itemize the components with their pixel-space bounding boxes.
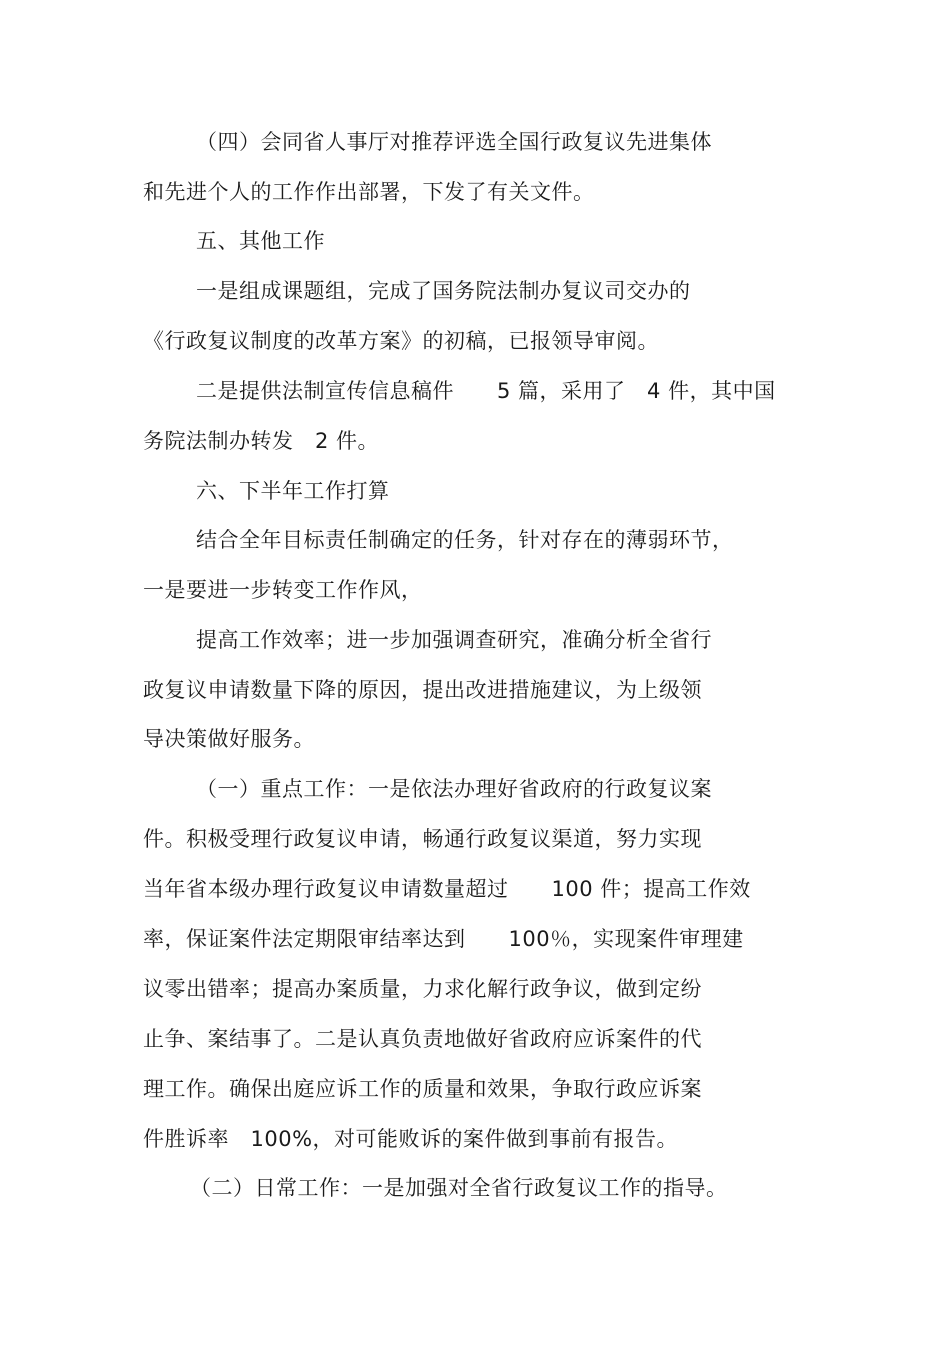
paragraph-line: 政复议申请数量下降的原因，提出改进措施建议，为上级领 xyxy=(143,678,702,702)
paragraph-line: 一是要进一步转变工作作风， xyxy=(143,578,423,602)
paragraph-line: 当年省本级办理行政复议申请数量超过 100 件；提高工作效 xyxy=(143,877,751,901)
paragraph-line: 结合全年目标责任制确定的任务，针对存在的薄弱环节， xyxy=(196,528,734,552)
paragraph-line: 件胜诉率 100%，对可能败诉的案件做到事前有报告。 xyxy=(143,1127,679,1151)
paragraph-line: （四）会同省人事厅对推荐评选全国行政复议先进集体 xyxy=(196,130,712,154)
paragraph-line: 止争、案结事了。二是认真负责地做好省政府应诉案件的代 xyxy=(143,1027,702,1051)
paragraph-line: 一是组成课题组，完成了国务院法制办复议司交办的 xyxy=(196,279,691,303)
paragraph-line: 务院法制办转发 2 件。 xyxy=(143,429,380,453)
paragraph-line: 提高工作效率；进一步加强调查研究，准确分析全省行 xyxy=(196,628,712,652)
section-heading: 五、其他工作 xyxy=(196,229,325,253)
paragraph-line: 理工作。确保出庭应诉工作的质量和效果，争取行政应诉案 xyxy=(143,1077,702,1101)
paragraph-line: 《行政复议制度的改革方案》的初稿，已报领导审阅。 xyxy=(143,329,659,353)
paragraph-line: （二）日常工作：一是加强对全省行政复议工作的指导。 xyxy=(190,1176,728,1200)
paragraph-line: 议零出错率；提高办案质量，力求化解行政争议，做到定纷 xyxy=(143,977,702,1001)
paragraph-line: 二是提供法制宣传信息稿件 5 篇，采用了 4 件，其中国 xyxy=(196,379,776,403)
paragraph-line: 率，保证案件法定期限审结率达到 100％，实现案件审理建 xyxy=(143,927,744,951)
paragraph-line: 件。积极受理行政复议申请，畅通行政复议渠道，努力实现 xyxy=(143,827,702,851)
paragraph-line: 导决策做好服务。 xyxy=(143,727,315,751)
paragraph-line: 和先进个人的工作作出部署，下发了有关文件。 xyxy=(143,180,595,204)
paragraph-line: （一）重点工作：一是依法办理好省政府的行政复议案 xyxy=(196,777,712,801)
section-heading: 六、下半年工作打算 xyxy=(196,479,390,503)
